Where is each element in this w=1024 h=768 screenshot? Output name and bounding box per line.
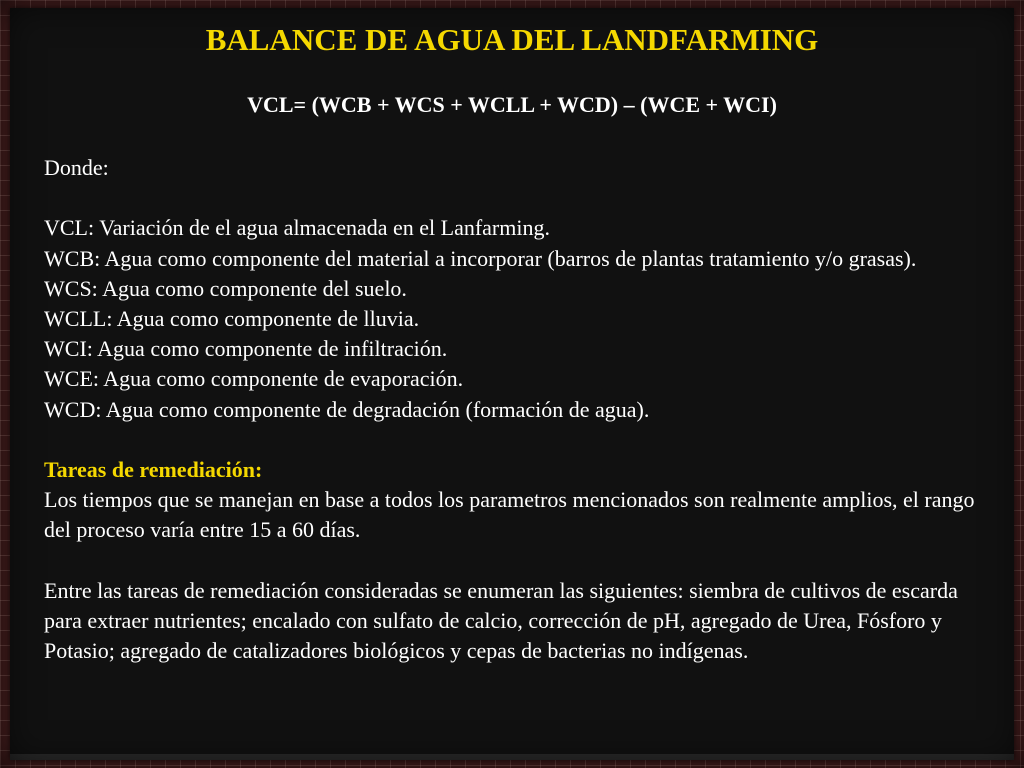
definition-wci: WCI: Agua como componente de infiltración. [44,336,448,362]
slide-title: BALANCE DE AGUA DEL LANDFARMING [205,22,819,57]
spacer [44,546,984,576]
definition-wce: WCE: Agua como componente de evaporación. [44,366,464,392]
definition-wcb: WCB: Agua como componente del material a incorporar (barros de plantas tratamiento y/o grasas). [44,245,917,271]
definition-wcs: WCS: Agua como componente del suelo. [44,275,407,301]
tasks-heading: Tareas de remediación: [44,457,263,482]
definition-vcl: VCL: Variación de el agua almacenada en el Lanfarming. [44,215,550,241]
intro-label: Donde: [44,155,109,180]
tasks-paragraph-duration: Los tiempos que se manejan en base a todos los parametros mencionados son realmente amplios, el rango del proceso varía entre 15 a 60 días. [44,487,975,543]
water-balance-formula: VCL= (WCB + WCS + WCLL + WCD) – (WCE + WCI) [247,92,777,117]
spacer [44,183,984,213]
definition-wcll: WCLL: Agua como componente de lluvia. [44,306,420,331]
tasks-paragraph-list: Entre las tareas de remediación consideradas se enumeran las siguientes: siembra de cultivos de escarda para extraer nutrientes; encalado con sulfato de calcio, corrección de pH, agregado de Urea, Fósforo y Potasio; agregado de catalizadores biológicos y cepas de bacterias no indígenas. [44,577,958,664]
definition-wcd: WCD: Agua como componente de degradación (formación de agua). [44,396,650,422]
spacer [44,425,984,455]
slide-body [44,153,984,666]
